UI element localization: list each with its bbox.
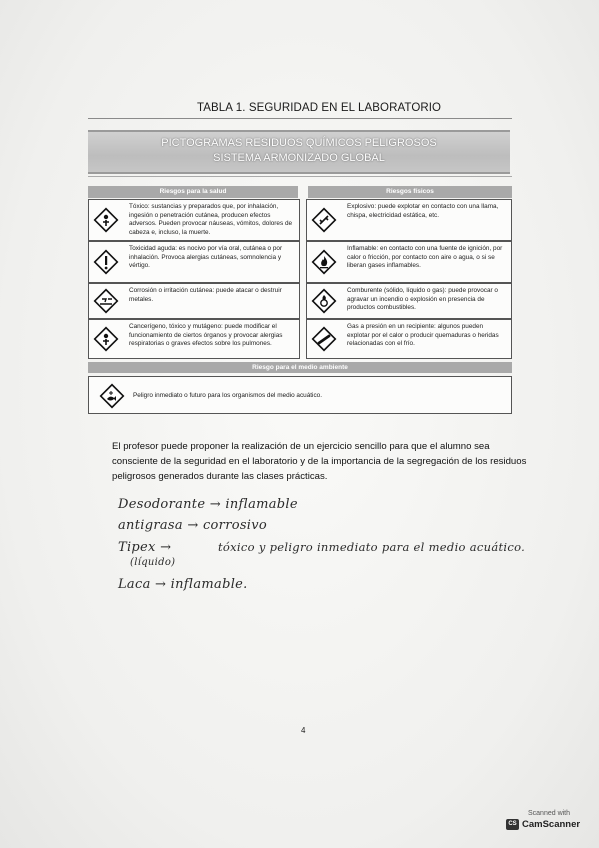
health-risks-header: Riesgos para la salud (88, 186, 298, 198)
health-row-carcinogen (88, 319, 300, 359)
environment-row (88, 376, 512, 414)
page-number: 4 (301, 726, 306, 735)
health-hazard-icon (93, 207, 119, 233)
scanned-with-label: Scanned with (527, 810, 571, 817)
handwritten-line-3-rest: tóxico y peligro inmediato para el medio acuático. (218, 540, 526, 554)
banner-rule (88, 176, 512, 177)
page-title: TABLA 1. SEGURIDAD EN EL LABORATORIO (197, 102, 442, 114)
handwritten-line-4: Laca → inflamable. (118, 577, 248, 592)
pictogram-banner (88, 130, 510, 174)
physical-text-explosive: Explosivo: puede explotar en contacto con una llama, chispa, electricidad estática, etc. (347, 203, 499, 219)
gas-cylinder-icon (311, 326, 337, 352)
explosive-icon (311, 207, 337, 233)
physical-row-gas (306, 319, 512, 359)
health-text-carcinogen: Cancerígeno, tóxico y mutágeno: puede modificar el funcionamiento de ciertos órganos y provocar alergias respiratorias o graves efectos sobre los pulmones. (129, 323, 283, 348)
handwritten-line-1: Desodorante → inflamable (118, 497, 298, 512)
corrosion-icon (93, 288, 119, 314)
camscanner-logo-icon: CS (506, 819, 519, 830)
body-paragraph: El profesor puede proponer la realización de un ejercicio sencillo para que el alumno sea consciente de la seguridad en el laboratorio y de la importancia de la segregación de los residuos peligrosos generados durante las clases prácticas. (112, 441, 527, 482)
environment-header: Riesgo para el medio ambiente (88, 362, 512, 373)
handwritten-line-3-note: (líquido) (130, 557, 176, 568)
camscanner-watermark (506, 810, 592, 840)
health-row-toxic (88, 199, 300, 241)
physical-risks-header: Riesgos físicos (308, 186, 512, 198)
physical-text-flammable: Inflamable: en contacto con una fuente de ignición, por calor o fricción, por contacto con aire o agua, o si se liberan gases inflamables. (347, 245, 503, 270)
flame-icon (311, 249, 337, 275)
health-text-acute: Toxicidad aguda: es nocivo por vía oral, cutánea o por inhalación. Provoca alergias cutáneas, somnolencia y vértigo. (129, 245, 283, 270)
environment-text: Peligro inmediato o futuro para los organismos del medio acuático. (133, 392, 322, 399)
health-text-toxic: Tóxico: sustancias y preparados que, por inhalación, ingesión o penetración cutánea, producen efectos adversos. Pueden provocar náuseas, vómitos, dolores de cabeza e, incluso, la muerte. (129, 203, 293, 236)
physical-row-oxidizer (306, 283, 512, 319)
handwritten-line-3: Tipex → (118, 540, 172, 555)
health-row-acute (88, 241, 300, 283)
physical-row-explosive (306, 199, 512, 241)
physical-text-oxidizer: Comburente (sólido, líquido o gas): puede provocar o agravar un incendio o explosión en presencia de productos combustibles. (347, 287, 498, 312)
handwritten-line-2: antigrasa → corrosivo (118, 518, 268, 533)
banner-line-1: PICTOGRAMAS RESIDUOS QUÍMICOS PELIGROSOS (161, 137, 437, 149)
health-hazard-icon (93, 326, 119, 352)
oxidizer-icon (311, 288, 337, 314)
banner-line-2: SISTEMA ARMONIZADO GLOBAL (213, 152, 385, 164)
physical-text-gas: Gas a presión en un recipiente: algunos pueden explotar por el calor o producir quemaduras o heridas relacionadas con el frío. (347, 323, 499, 348)
exclamation-icon (93, 249, 119, 275)
environment-icon (99, 383, 125, 409)
health-row-corrosion (88, 283, 300, 319)
health-text-corrosion: Corrosión o irritación cutánea: puede atacar o destruir metales. (129, 287, 282, 303)
title-rule (88, 118, 512, 119)
camscanner-brand: CamScanner (522, 819, 581, 830)
physical-row-flammable (306, 241, 512, 283)
